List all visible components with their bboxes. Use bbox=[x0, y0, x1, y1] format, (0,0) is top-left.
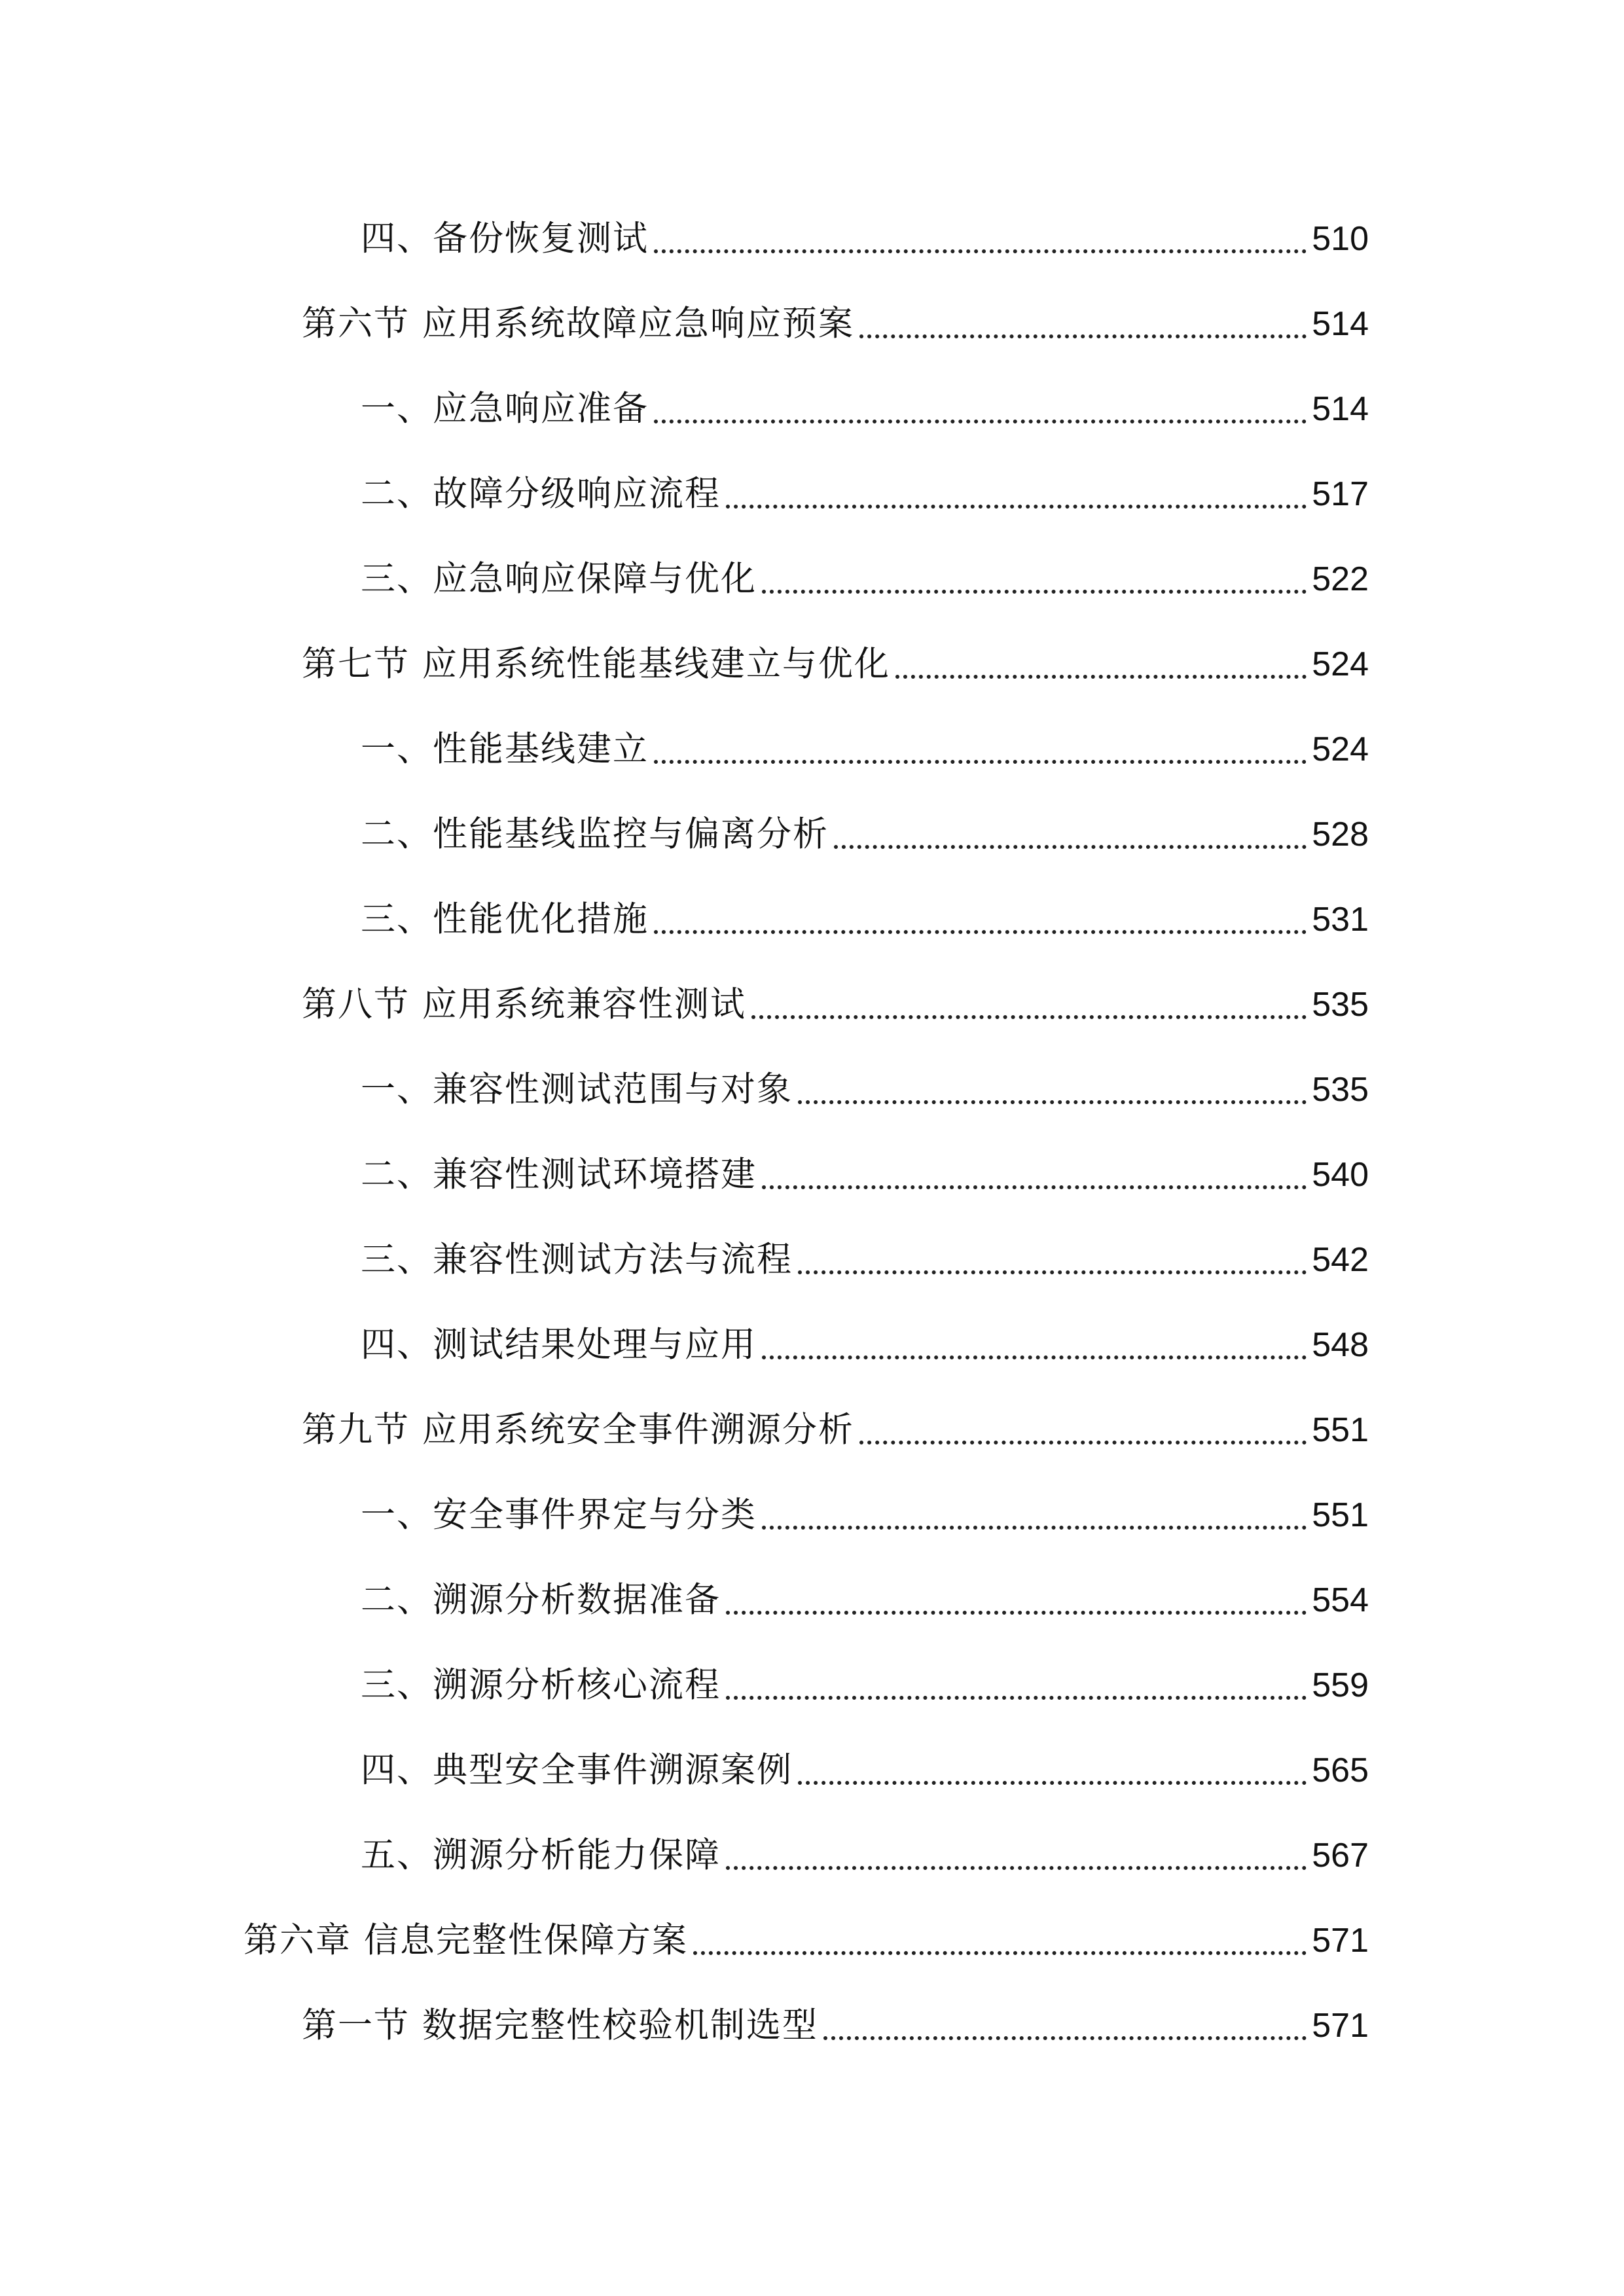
dot-leader bbox=[859, 1441, 1307, 1444]
toc-entry-title: 二、溯源分析数据准备 bbox=[361, 1580, 721, 1620]
toc-entry-page: 528 bbox=[1312, 816, 1369, 853]
dot-leader bbox=[762, 590, 1307, 594]
toc-entry-page: 548 bbox=[1312, 1326, 1369, 1364]
toc-entry[interactable] bbox=[361, 1489, 1369, 1541]
toc-entry-page: 514 bbox=[1312, 305, 1369, 343]
toc-entry-title: 二、故障分级响应流程 bbox=[361, 474, 721, 514]
toc-entry[interactable] bbox=[361, 1149, 1369, 1201]
toc-entry-page: 554 bbox=[1312, 1581, 1369, 1619]
toc-entry-title: 三、溯源分析核心流程 bbox=[361, 1665, 721, 1705]
dot-leader bbox=[834, 845, 1307, 849]
toc-entry[interactable] bbox=[361, 553, 1369, 605]
toc-entry-title: 四、典型安全事件溯源案例 bbox=[361, 1750, 793, 1790]
dot-leader bbox=[654, 420, 1307, 423]
toc-entry-page: 571 bbox=[1312, 1922, 1369, 1960]
toc-entry-page: 517 bbox=[1312, 475, 1369, 513]
toc-entry-page: 551 bbox=[1312, 1496, 1369, 1534]
toc-entry-page: 535 bbox=[1312, 1071, 1369, 1109]
toc-entry-title: 三、应急响应保障与优化 bbox=[361, 559, 757, 599]
toc-entry[interactable] bbox=[361, 893, 1369, 946]
toc-entry-page: 522 bbox=[1312, 560, 1369, 598]
toc-entry-page: 535 bbox=[1312, 986, 1369, 1024]
dot-leader bbox=[859, 334, 1307, 338]
toc-entry-title: 一、性能基线建立 bbox=[361, 729, 649, 769]
toc-entry[interactable] bbox=[361, 383, 1369, 435]
toc-entry[interactable] bbox=[302, 638, 1369, 691]
toc-entry-page: 565 bbox=[1312, 1751, 1369, 1789]
toc-entry-title: 一、安全事件界定与分类 bbox=[361, 1495, 757, 1535]
dot-leader bbox=[798, 1270, 1307, 1274]
toc-entry[interactable] bbox=[302, 1404, 1369, 1456]
toc-entry[interactable] bbox=[361, 1064, 1369, 1116]
toc-entry[interactable] bbox=[361, 1744, 1369, 1797]
toc-entry-page: 571 bbox=[1312, 2007, 1369, 2045]
dot-leader bbox=[762, 1355, 1307, 1359]
toc-entry-page: 524 bbox=[1312, 730, 1369, 768]
toc-entry-title: 一、兼容性测试范围与对象 bbox=[361, 1069, 793, 1109]
toc-entry-title: 三、性能优化措施 bbox=[361, 899, 649, 939]
toc-entry[interactable] bbox=[361, 213, 1369, 265]
toc-entry[interactable] bbox=[302, 298, 1369, 350]
toc-entry[interactable] bbox=[361, 1574, 1369, 1626]
dot-leader bbox=[726, 1696, 1307, 1700]
toc-entry-page: 542 bbox=[1312, 1241, 1369, 1279]
toc-entry[interactable] bbox=[361, 1319, 1369, 1371]
dot-leader bbox=[654, 760, 1307, 764]
toc-entry-title: 四、备份恢复测试 bbox=[361, 219, 649, 259]
dot-leader bbox=[798, 1781, 1307, 1785]
dot-leader bbox=[751, 1015, 1307, 1019]
toc-entry-page: 531 bbox=[1312, 901, 1369, 939]
toc-entry-title: 第六章 信息完整性保障方案 bbox=[244, 1920, 688, 1960]
toc-entry[interactable] bbox=[302, 978, 1369, 1031]
dot-leader bbox=[823, 2036, 1307, 2040]
toc-entry-title: 第六节 应用系统故障应急响应预案 bbox=[302, 304, 854, 344]
toc-entry-title: 二、性能基线监控与偏离分析 bbox=[361, 814, 829, 854]
toc-entry-title: 一、应急响应准备 bbox=[361, 389, 649, 429]
dot-leader bbox=[726, 505, 1307, 509]
toc-entry-page: 514 bbox=[1312, 390, 1369, 428]
dot-leader bbox=[762, 1526, 1307, 1530]
toc-entry-page: 540 bbox=[1312, 1156, 1369, 1194]
dot-leader bbox=[726, 1866, 1307, 1870]
toc-entry[interactable] bbox=[361, 808, 1369, 861]
dot-leader bbox=[654, 249, 1307, 253]
toc-entry-title: 五、溯源分析能力保障 bbox=[361, 1835, 721, 1875]
dot-leader bbox=[762, 1185, 1307, 1189]
dot-leader bbox=[798, 1100, 1307, 1104]
dot-leader bbox=[654, 930, 1307, 934]
toc-entry-page: 559 bbox=[1312, 1666, 1369, 1704]
toc-entry-title: 二、兼容性测试环境搭建 bbox=[361, 1155, 757, 1194]
toc-entry[interactable] bbox=[361, 1234, 1369, 1286]
toc-entry-page: 551 bbox=[1312, 1411, 1369, 1449]
toc-entry-title: 第七节 应用系统性能基线建立与优化 bbox=[302, 644, 890, 684]
toc-entry-page: 510 bbox=[1312, 220, 1369, 258]
dot-leader bbox=[895, 675, 1307, 679]
toc-entry-title: 四、测试结果处理与应用 bbox=[361, 1325, 757, 1365]
dot-leader bbox=[726, 1611, 1307, 1615]
toc-entry-title: 第八节 应用系统兼容性测试 bbox=[302, 984, 746, 1024]
toc-entry[interactable] bbox=[302, 2000, 1369, 2052]
toc-entry-page: 567 bbox=[1312, 1837, 1369, 1874]
toc-entry-title: 三、兼容性测试方法与流程 bbox=[361, 1240, 793, 1280]
toc-entry[interactable] bbox=[361, 1829, 1369, 1882]
toc-entry[interactable] bbox=[361, 1659, 1369, 1712]
toc-entry-title: 第一节 数据完整性校验机制选型 bbox=[302, 2005, 818, 2045]
toc-entry-page: 524 bbox=[1312, 645, 1369, 683]
toc-entry[interactable] bbox=[244, 1914, 1369, 1967]
dot-leader bbox=[693, 1951, 1307, 1955]
toc-entry[interactable] bbox=[361, 468, 1369, 520]
toc-entry-title: 第九节 应用系统安全事件溯源分析 bbox=[302, 1410, 854, 1450]
toc-entry[interactable] bbox=[361, 723, 1369, 776]
